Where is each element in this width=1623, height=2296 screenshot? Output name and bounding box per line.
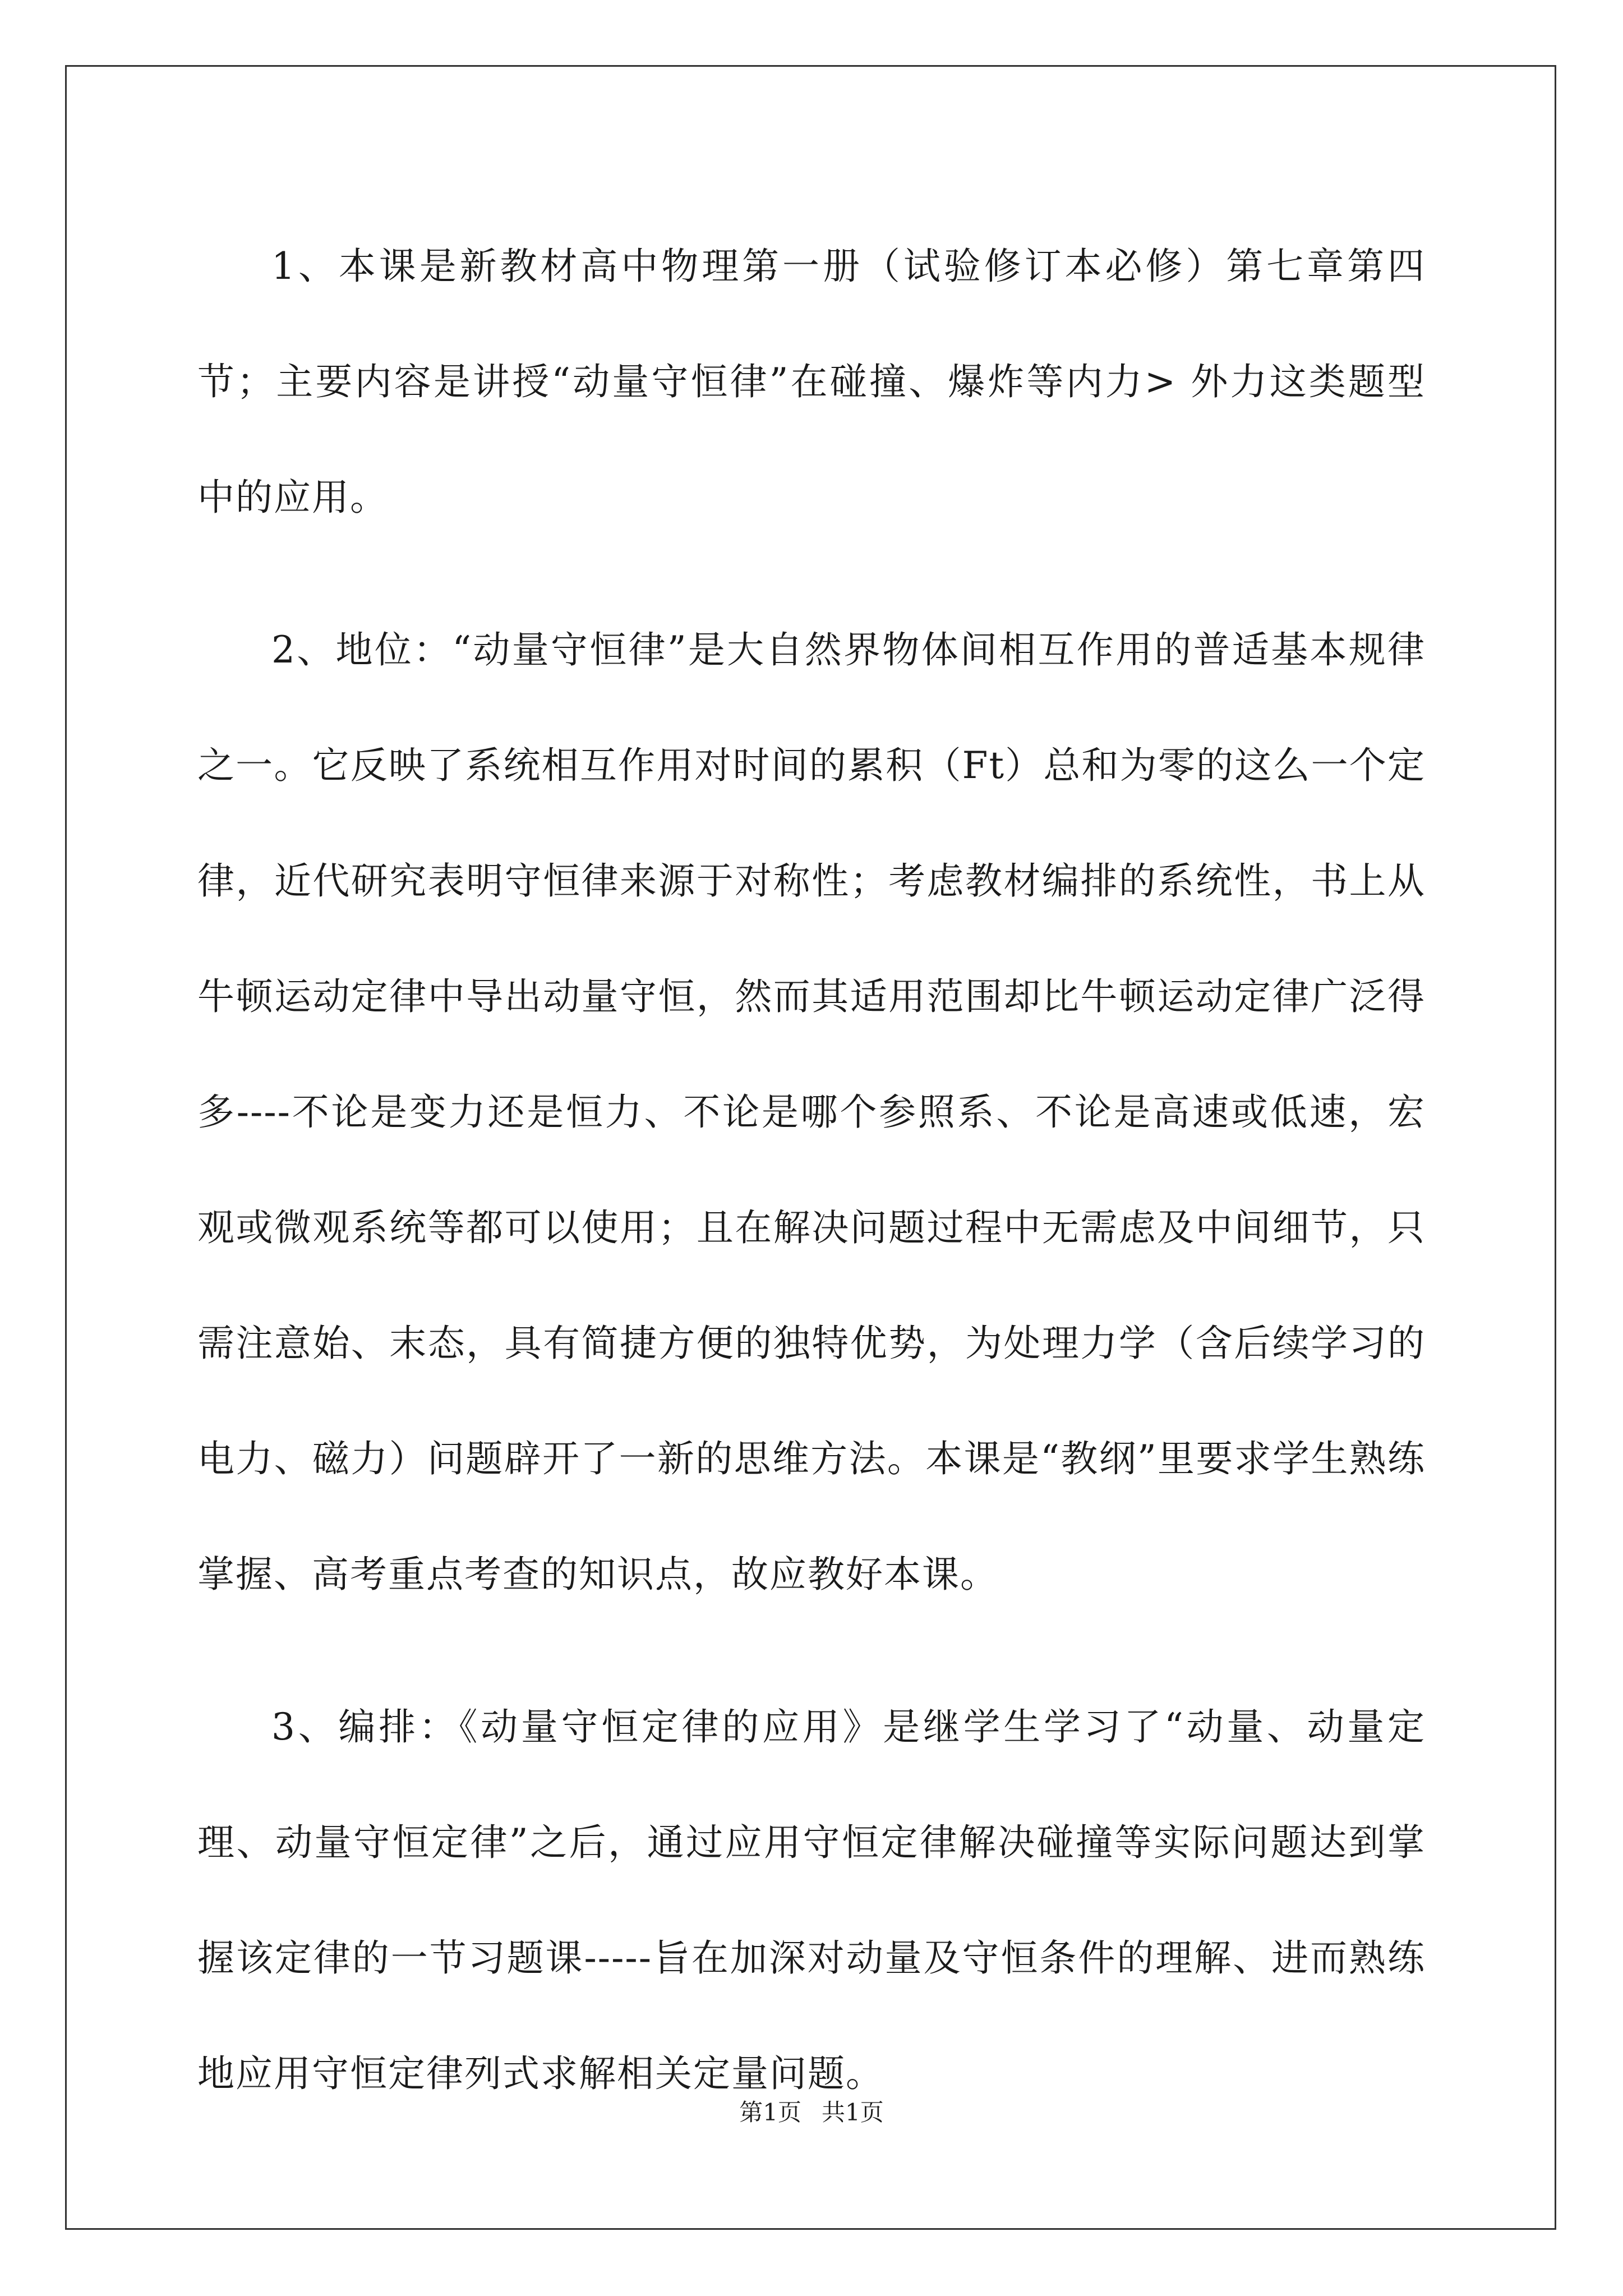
page-footer xyxy=(0,2096,1623,2129)
document-body xyxy=(197,209,1426,2169)
page-number-current: 第1页 xyxy=(739,2099,801,2126)
page-number-total: 共1页 xyxy=(822,2099,884,2126)
paragraph-3: 3、编排：《动量守恒定律的应用》是继学生学习了“动量、动量定理、动量守恒定律”之后，通过应用守恒定律解决碰撞等实际问题达到掌握该定律的一节习题课-----旨在加深对动量及守恒条件的理解、进而熟练地应用守恒定律列式求解相关定量问题。 xyxy=(197,1705,1426,2095)
paragraph-2: 2、地位：“动量守恒律”是大自然界物体间相互作用的普适基本规律之一。它反映了系统相互作用对时间的累积（Ft）总和为零的这么一个定律，近代研究表明守恒律来源于对称性；考虑教材编排的系统性，书上从牛顿运动定律中导出动量守恒，然而其适用范围却比牛顿运动定律广泛得多----不论是变力还是恒力、不论是哪个参照系、不论是高速或低速，宏观或微观系统等都可以使用；且在解决问题过程中无需虑及中间细节，只需注意始、末态，具有简捷方便的独特优势，为处理力学（含后续学习的电力、磁力）问题辟开了一新的思维方法。本课是“教纲”里要求学生熟练掌握、高考重点考查的知识点，故应教好本课。 xyxy=(197,628,1426,1596)
paragraph-1: 1、本课是新教材高中物理第一册（试验修订本必修）第七章第四节；主要内容是讲授“动量守恒律”在碰撞、爆炸等内力> 外力这类题型中的应用。 xyxy=(197,245,1426,519)
